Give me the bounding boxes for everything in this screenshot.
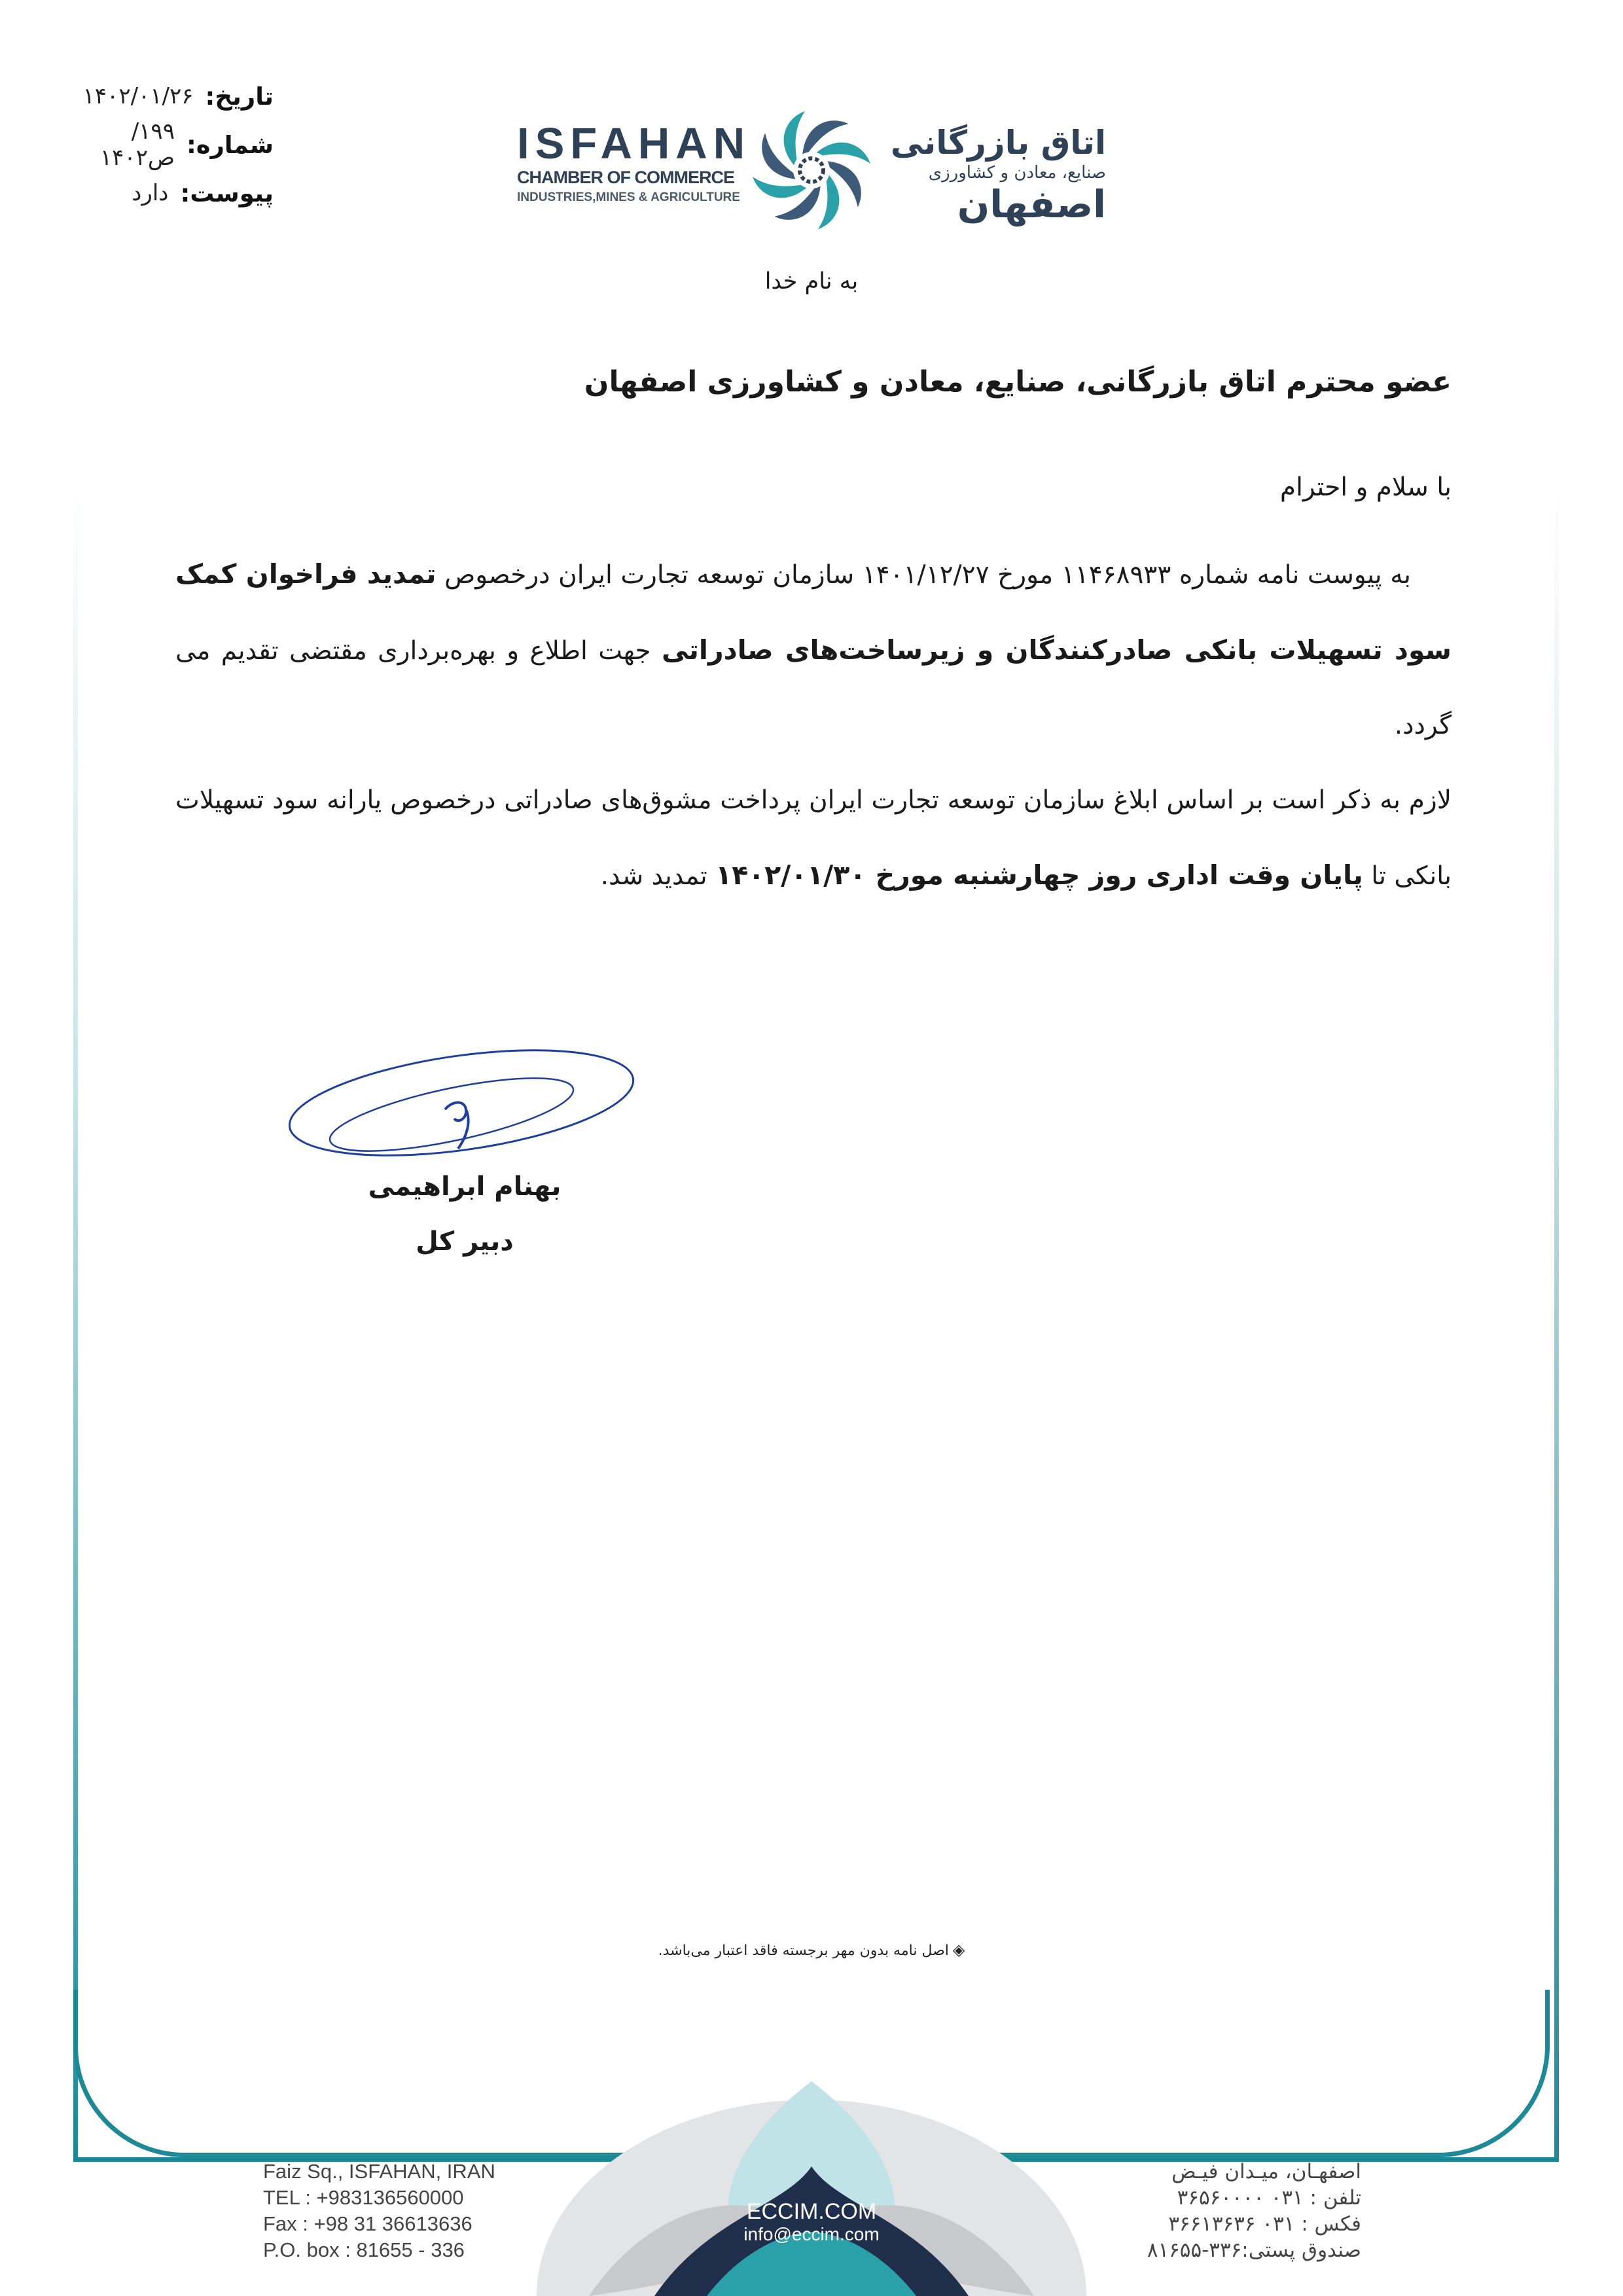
logo-persian-text <box>883 124 1106 224</box>
paragraph-2 <box>175 763 1452 914</box>
validity-note <box>654 1941 969 1959</box>
date-value: ۱۴۰۲/۰۱/۲۶ <box>82 83 194 109</box>
greeting: با سلام و احترام <box>1279 473 1452 502</box>
footer-fa-fax: فکس : ۰۳۱ ۳۶۶۱۳۶۳۶ <box>1168 2212 1361 2236</box>
footer-english-contact <box>263 2159 512 2263</box>
p1-text-a: به پیوست نامه شماره ۱۱۴۶۸۹۳۳ مورخ ۱۴۰۱/۱۲/۲۷ سازمان توسعه تجارت ایران درخصوص <box>436 560 1411 590</box>
letter-metadata <box>58 72 274 217</box>
chamber-logo <box>517 98 1106 249</box>
p1-bold-subject: تمدید فراخوان کمک سود تسهیلات بانکی صادرکنندگان و زیرساخت‌های صادراتی <box>175 558 1452 666</box>
handwritten-signature <box>281 1037 641 1188</box>
logo-fa-sectors: صنایع، معادن و کشاورزی <box>928 163 1106 183</box>
diamond-icon: ◈ <box>952 1941 965 1959</box>
letter-body <box>175 537 1452 914</box>
footer-persian-contact <box>1073 2159 1361 2263</box>
footer-fa-pobox: صندوق پستی:۳۳۶-۸۱۶۵۵ <box>1147 2238 1361 2262</box>
footer-en-address: Faiz Sq., ISFAHAN, IRAN <box>263 2160 495 2183</box>
footer-en-pobox: P.O. box : 81655 - 336 <box>263 2238 465 2261</box>
attachment-label: پیوست: <box>180 179 274 207</box>
validity-note-text: اصل نامه بدون مهر برجسته فاقد اعتبار می‌باشد. <box>658 1943 949 1959</box>
p1-text-c: جهت اطلاع و بهره‌برداری مقتضی تقدیم می گردد. <box>175 636 1452 740</box>
footer-fa-address: اصفهـان، میـدان فیـض <box>1171 2160 1361 2183</box>
signatory-name: بهنام ابراهیمی <box>368 1172 562 1202</box>
logo-en-city: ISFAHAN <box>517 119 751 168</box>
footer-fa-tel: تلفن : ۰۳۱ ۳۶۵۶۰۰۰۰ <box>1177 2186 1361 2210</box>
logo-fa-chamber: اتاق بازرگانی <box>890 124 1106 162</box>
p2-bold-deadline: پایان وقت اداری روز چهارشنبه مورخ ۱۴۰۲/۰۱/۳۰ <box>715 859 1363 891</box>
footer-web-contact <box>713 2199 910 2245</box>
logo-english-text <box>517 119 751 205</box>
recipient-line: عضو محترم اتاق بازرگانی، صنایع، معادن و کشاورزی اصفهان <box>584 365 1452 399</box>
footer-website: ECCIM.COM <box>746 2199 877 2224</box>
footer-lotus-graphic <box>510 2068 1113 2296</box>
logo-emblem-icon <box>740 98 883 242</box>
number-label: شماره: <box>186 130 274 159</box>
bismillah: به نام خدا <box>764 268 859 295</box>
footer-en-tel: TEL : +983136560000 <box>263 2186 464 2209</box>
logo-fa-city: اصفهان <box>957 182 1106 226</box>
number-row <box>58 120 274 169</box>
attachment-row <box>58 169 274 217</box>
paragraph-1 <box>175 537 1452 763</box>
p2-text-a: لازم به ذکر است بر اساس ابلاغ سازمان توسعه تجارت ایران پرداخت مشوق‌های صادراتی درخصوص یارانه سود تسهیلات بانکی تا <box>175 785 1452 891</box>
date-row <box>58 72 274 120</box>
number-value: ۱۹۹/ص۱۴۰۲ <box>99 118 175 171</box>
footer-email: info@eccim.com <box>743 2224 880 2244</box>
footer-en-fax: Fax : +98 31 36613636 <box>263 2212 473 2235</box>
p2-text-c: تمدید شد. <box>600 861 716 891</box>
date-label: تاریخ: <box>205 82 274 111</box>
logo-en-sectors: INDUSTRIES,MINES & AGRICULTURE <box>517 190 740 204</box>
logo-en-chamber: CHAMBER OF COMMERCE <box>517 168 734 187</box>
signatory-title: دبیر کل <box>416 1227 514 1257</box>
attachment-value: دارد <box>132 180 169 206</box>
